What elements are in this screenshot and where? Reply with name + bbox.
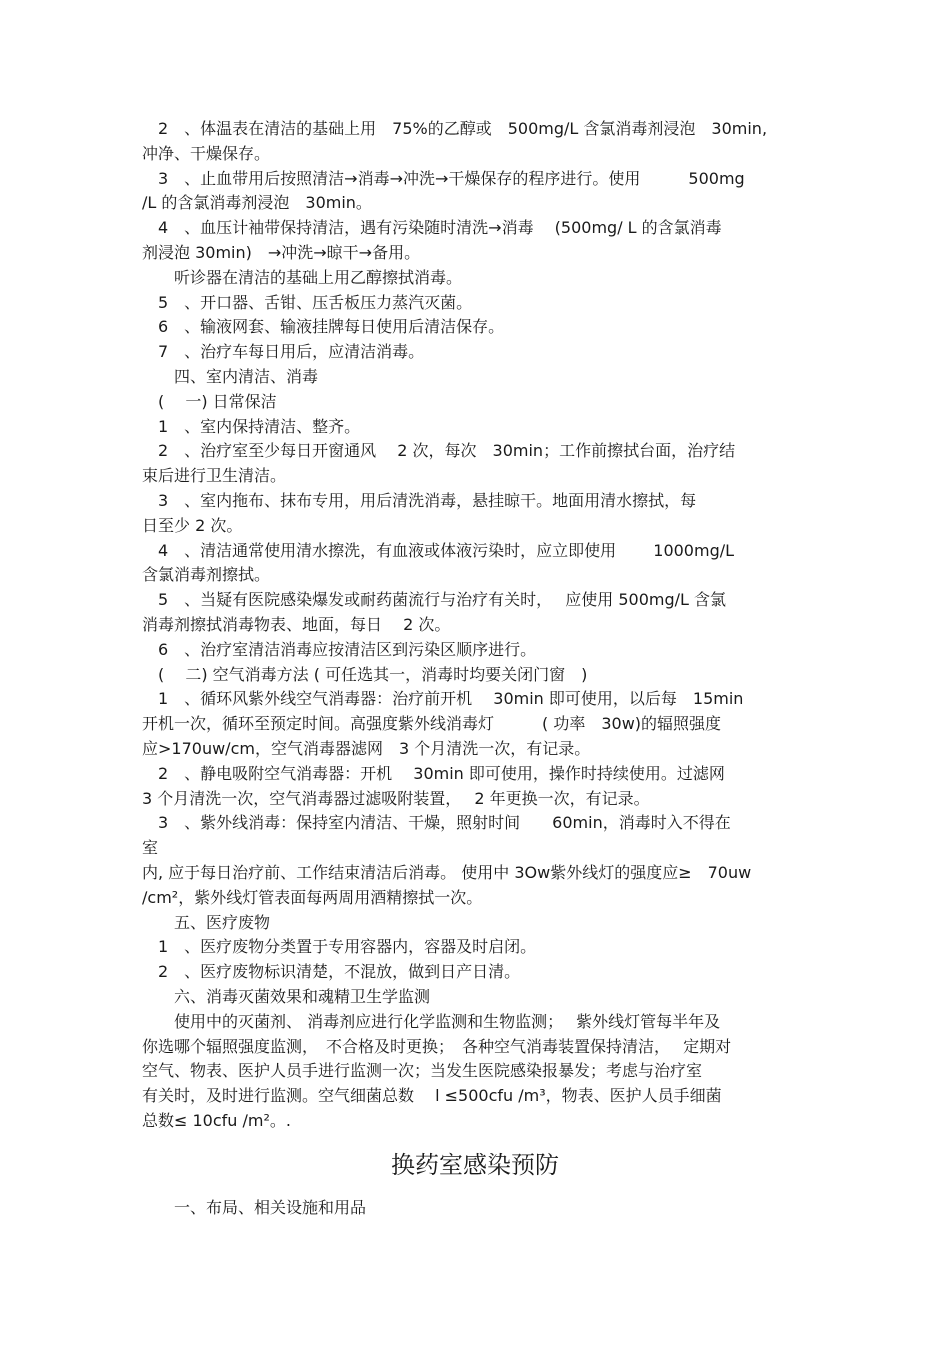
paragraph-line: 1 、室内保持清洁、整齐。: [142, 417, 361, 436]
paragraph-line: 含氯消毒剂擦拭。: [142, 565, 271, 584]
paragraph-line: 3 、紫外线消毒：保持室内清洁、干燥，照射时间 60min，消毒时入不得在: [142, 813, 731, 832]
paragraph-line: 3 、室内拖布、抹布专用，用后清洗消毒，悬挂晾干。地面用清水擦拭，每: [142, 491, 697, 510]
paragraph-line: 五、医疗废物: [142, 913, 271, 932]
paragraph-line: 2 、体温表在清洁的基础上用 75%的乙醇或 500mg∕L 含氯消毒剂浸泡 30min,: [142, 119, 768, 138]
paragraph-line: 束后进行卫生清洁。: [142, 466, 287, 485]
paragraph-line: 4 、清洁通常使用清水擦洗，有血液或体液污染时，应立即使用 1000mg∕L: [142, 541, 735, 560]
paragraph-line: 空气、物表、医护人员手进行监测一次；当发生医院感染报暴发；考虑与治疗室: [142, 1061, 703, 1080]
paragraph-line: 6 、治疗室清洁消毒应按清洁区到污染区顺序进行。: [142, 640, 537, 659]
section-title: 换药室感染预防: [391, 1151, 559, 1179]
paragraph-line: 内, 应于每日治疗前、工作结束清洁后消毒。 使用中 3Ow紫外线灯的强度应≥ 70uw: [142, 863, 752, 882]
paragraph-line: 3 个月清洗一次，空气消毒器过滤吸附装置， 2 年更换一次，有记录。: [142, 789, 650, 808]
paragraph-line: ∕L 的含氯消毒剂浸泡 30min。: [142, 193, 372, 212]
paragraph-line: 听诊器在清洁的基础上用乙醇擦拭消毒。: [142, 268, 463, 287]
paragraph-line: 使用中的灭菌剂、 消毒剂应进行化学监测和生物监测； 紫外线灯管每半年及: [142, 1012, 721, 1031]
paragraph-line: 4 、血压计袖带保持清洁，遇有污染随时清洗→消毒 (500mg∕ L 的含氯消毒: [142, 218, 722, 237]
paragraph-line: 冲净、干燥保存。: [142, 144, 271, 163]
paragraph-line: 6 、输液网套、输液挂牌每日使用后清洁保存。: [142, 317, 505, 336]
paragraph-line: 开机一次，循环至预定时间。高强度紫外线消毒灯 ( 功率 30w)的辐照强度: [142, 714, 722, 733]
paragraph-line: 有关时，及时进行监测。空气细菌总数 l ≤500cfu ∕m³，物表、医护人员手细菌: [142, 1086, 722, 1105]
paragraph-line: 一、布局、相关设施和用品: [142, 1198, 367, 1217]
paragraph-line: 剂浸泡 30min) →冲洗→晾干→备用。: [142, 243, 421, 262]
paragraph-line: ( 二) 空气消毒方法 ( 可任选其一，消毒时均要关闭门窗 ): [142, 665, 588, 684]
paragraph-line: 日至少 2 次。: [142, 516, 243, 535]
paragraph-line: 应>170uw∕cm，空气消毒器滤网 3 个月清洗一次，有记录。: [142, 739, 591, 758]
paragraph-line: 1 、医疗废物分类置于专用容器内，容器及时启闭。: [142, 937, 537, 956]
paragraph-line: ( 一) 日常保洁: [142, 392, 277, 411]
paragraph-line: 5 、开口器、舌钳、压舌板压力蒸汽灭菌。: [142, 293, 473, 312]
paragraph-line: 室: [142, 838, 159, 857]
paragraph-line: 六、消毒灭菌效果和魂精卫生学监测: [142, 987, 431, 1006]
paragraph-line: 2 、治疗室至少每日开窗通风 2 次，每次 30min；工作前擦拭台面，治疗结: [142, 441, 736, 460]
paragraph-line: 总数≤ 10cfu ∕m²。.: [142, 1111, 291, 1130]
paragraph-line: 3 、止血带用后按照清洁→消毒→冲洗→干燥保存的程序进行。使用 500mg: [142, 169, 745, 188]
paragraph-line: ∕cm²，紫外线灯管表面每两周用酒精擦拭一次。: [142, 888, 483, 907]
paragraph-line: 1 、循环风紫外线空气消毒器：治疗前开机 30min 即可使用，以后每 15min: [142, 689, 744, 708]
paragraph-line: 你选哪个辐照强度监测， 不合格及时更换； 各种空气消毒装置保持清洁， 定期对: [142, 1037, 732, 1056]
paragraph-line: 消毒剂擦拭消毒物表、地面，每日 2 次。: [142, 615, 451, 634]
paragraph-line: 7 、治疗车每日用后，应清洁消毒。: [142, 342, 425, 361]
paragraph-line: 2 、静电吸附空气消毒器：开机 30min 即可使用，操作时持续使用。过滤网: [142, 764, 725, 783]
paragraph-line: 5 、当疑有医院感染爆发或耐药菌流行与治疗有关时， 应使用 500mg∕L 含氯: [142, 590, 727, 609]
paragraph-line: 2 、医疗废物标识清楚，不混放，做到日产日清。: [142, 962, 521, 981]
paragraph-line: 四、室内清洁、消毒: [142, 367, 319, 386]
